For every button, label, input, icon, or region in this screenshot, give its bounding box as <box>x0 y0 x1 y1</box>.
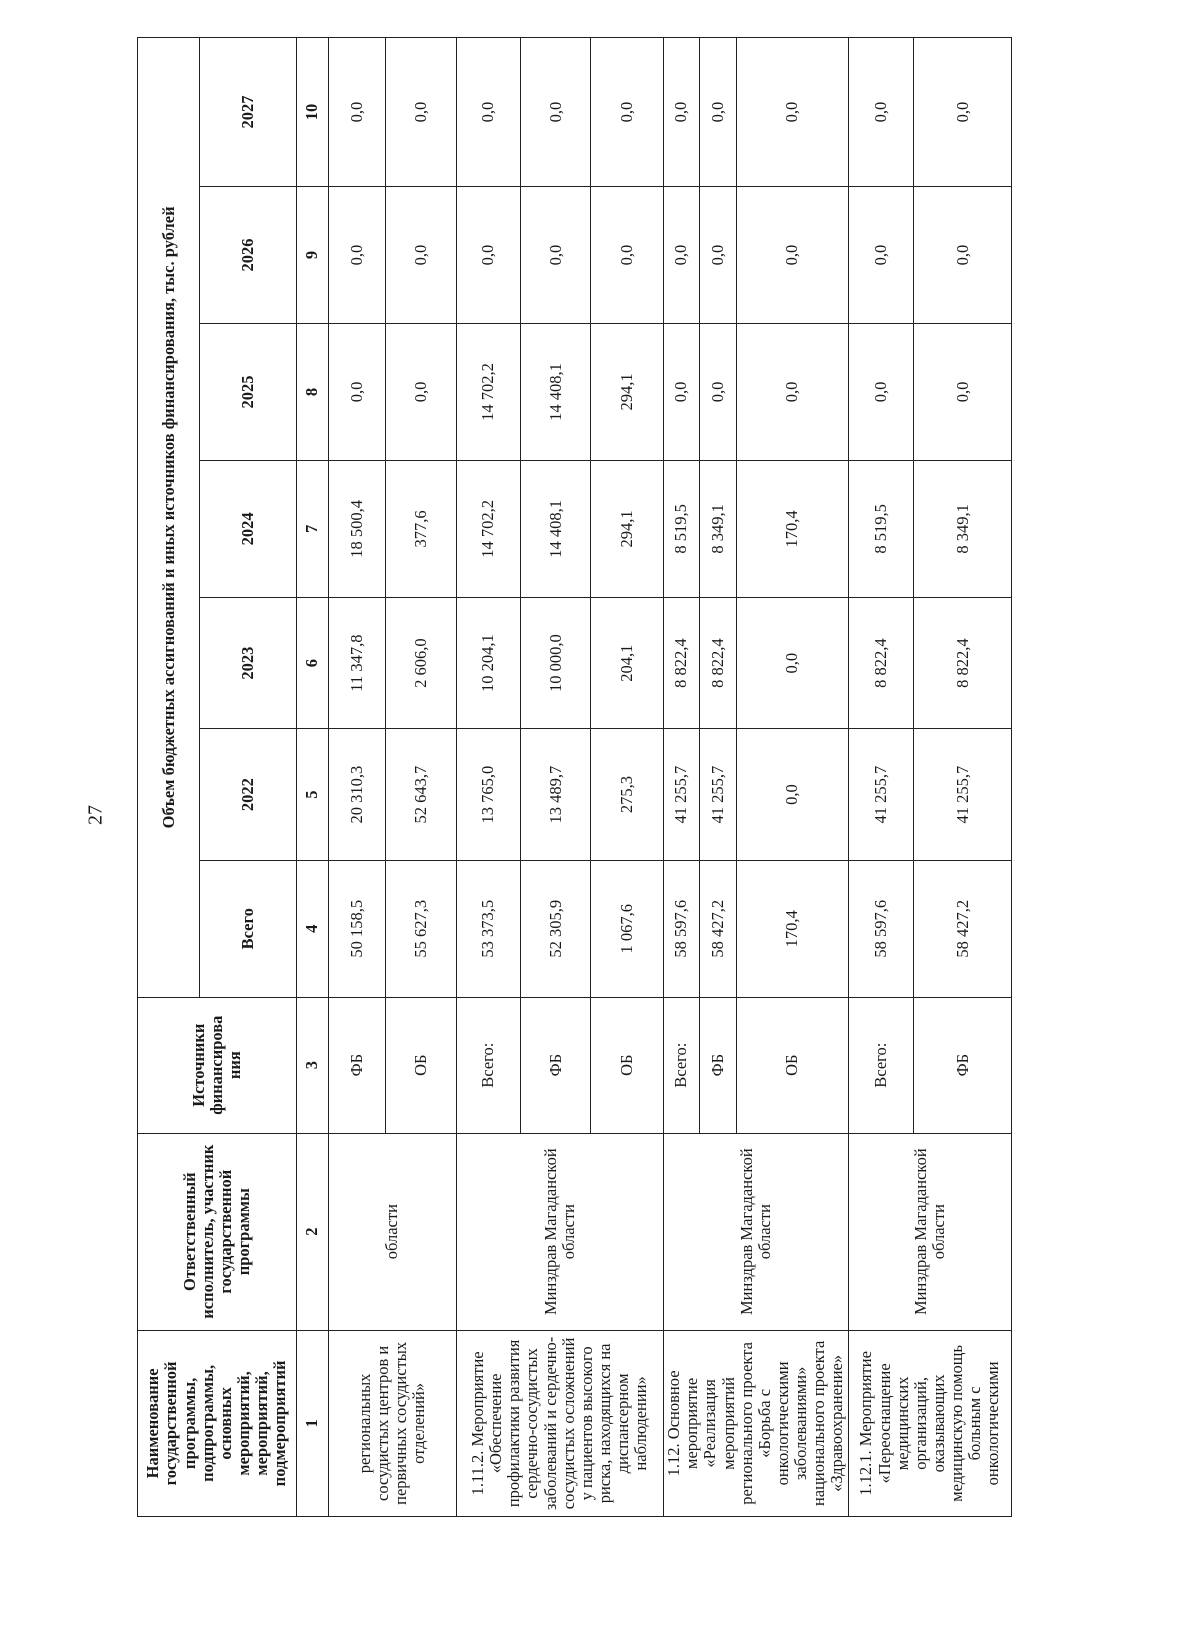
row-source-cell: ОБ <box>736 997 848 1133</box>
financing-table <box>137 37 1012 1517</box>
row-executor-cell: Минздрав Магаданской области <box>849 1133 1012 1330</box>
value-cell: 11 347,8 <box>328 597 385 728</box>
value-cell: 0,0 <box>328 38 385 187</box>
value-cell: 0,0 <box>736 38 848 187</box>
value-cell: 0,0 <box>849 38 914 187</box>
header-year: 2024 <box>200 460 297 597</box>
value-cell: 0,0 <box>736 324 848 461</box>
row-name-cell: 1.12. Основное мероприятие «Реализация мероприятий регионального проекта «Борьба с онкологическими заболеваниями» национального проекта «Здравоохранение» <box>663 1330 848 1516</box>
header-row-1 <box>138 38 200 1517</box>
value-cell: 58 427,2 <box>700 860 737 997</box>
column-number: 10 <box>296 38 328 187</box>
value-cell: 52 643,7 <box>386 729 456 860</box>
value-cell: 14 702,2 <box>456 324 520 461</box>
row-source-cell: ФБ <box>914 997 1012 1133</box>
value-cell: 8 519,5 <box>663 460 700 597</box>
column-number: 9 <box>296 187 328 324</box>
value-cell: 8 822,4 <box>914 597 1012 728</box>
value-cell: 0,0 <box>520 187 590 324</box>
value-cell: 8 822,4 <box>663 597 700 728</box>
header-year: 2027 <box>200 38 297 187</box>
column-number: 3 <box>296 997 328 1133</box>
value-cell: 0,0 <box>700 324 737 461</box>
value-cell: 41 255,7 <box>914 729 1012 860</box>
header-year: 2023 <box>200 597 297 728</box>
row-source-cell: ФБ <box>700 997 737 1133</box>
value-cell: 294,1 <box>591 460 663 597</box>
value-cell: 0,0 <box>456 187 520 324</box>
column-number: 4 <box>296 860 328 997</box>
value-cell: 0,0 <box>736 187 848 324</box>
value-cell: 0,0 <box>663 38 700 187</box>
header-year: 2022 <box>200 729 297 860</box>
value-cell: 0,0 <box>663 324 700 461</box>
row-source-cell: ФБ <box>328 997 385 1133</box>
header-executor: Ответственный исполнитель, участник государственной программы <box>138 1133 297 1330</box>
column-number: 1 <box>296 1330 328 1516</box>
value-cell: 10 204,1 <box>456 597 520 728</box>
value-cell: 294,1 <box>591 324 663 461</box>
value-cell: 58 597,6 <box>663 860 700 997</box>
value-cell: 0,0 <box>736 597 848 728</box>
value-cell: 10 000,0 <box>520 597 590 728</box>
value-cell: 0,0 <box>914 187 1012 324</box>
value-cell: 0,0 <box>914 324 1012 461</box>
value-cell: 13 765,0 <box>456 729 520 860</box>
value-cell: 0,0 <box>700 187 737 324</box>
value-cell: 377,6 <box>386 460 456 597</box>
value-cell: 275,3 <box>591 729 663 860</box>
value-cell: 0,0 <box>456 38 520 187</box>
row-source-cell: ФБ <box>520 997 590 1133</box>
value-cell: 0,0 <box>591 187 663 324</box>
value-cell: 0,0 <box>386 187 456 324</box>
value-cell: 13 489,7 <box>520 729 590 860</box>
value-cell: 204,1 <box>591 597 663 728</box>
row-source-cell: ОБ <box>386 997 456 1133</box>
header-year: 2026 <box>200 187 297 324</box>
value-cell: 58 427,2 <box>914 860 1012 997</box>
row-name-cell: 1.11.2. Мероприятие «Обеспечение профилактики развития сердечно-сосудистых заболеваний и сердечно-сосудистых осложнений у пациентов высокого риска, находящихся на диспансерном наблюдении» <box>456 1330 663 1516</box>
row-source-cell: Всего: <box>456 997 520 1133</box>
row-source-cell: Всего: <box>663 997 700 1133</box>
table-row <box>456 38 520 1517</box>
value-cell: 8 822,4 <box>849 597 914 728</box>
value-cell: 8 349,1 <box>914 460 1012 597</box>
header-total: Всего <box>200 860 297 997</box>
value-cell: 2 606,0 <box>386 597 456 728</box>
table-row <box>849 38 914 1517</box>
row-executor-cell: Минздрав Магаданской области <box>456 1133 663 1330</box>
table-wrapper <box>137 37 1012 1517</box>
value-cell: 41 255,7 <box>663 729 700 860</box>
page-number: 27 <box>84 805 107 825</box>
row-executor-cell: области <box>328 1133 456 1330</box>
value-cell: 14 408,1 <box>520 324 590 461</box>
value-cell: 170,4 <box>736 460 848 597</box>
row-source-cell: Всего: <box>849 997 914 1133</box>
value-cell: 1 067,6 <box>591 860 663 997</box>
table-row <box>663 38 700 1517</box>
value-cell: 50 158,5 <box>328 860 385 997</box>
header-name: Наименование государственной программы, подпрограммы, основных мероприятий, мероприятий, подмероприятий <box>138 1330 297 1516</box>
row-source-cell: ОБ <box>591 997 663 1133</box>
row-name-cell: региональных сосудистых центров и первичных сосудистых отделений» <box>328 1330 456 1516</box>
value-cell: 0,0 <box>591 38 663 187</box>
value-cell: 170,4 <box>736 860 848 997</box>
value-cell: 0,0 <box>386 324 456 461</box>
column-number-row <box>296 38 328 1517</box>
value-cell: 8 349,1 <box>700 460 737 597</box>
value-cell: 41 255,7 <box>849 729 914 860</box>
header-source: Источники финансирова ния <box>138 997 297 1133</box>
value-cell: 0,0 <box>849 324 914 461</box>
value-cell: 14 702,2 <box>456 460 520 597</box>
value-cell: 18 500,4 <box>328 460 385 597</box>
value-cell: 53 373,5 <box>456 860 520 997</box>
column-number: 8 <box>296 324 328 461</box>
value-cell: 41 255,7 <box>700 729 737 860</box>
table-row <box>328 38 385 1517</box>
column-number: 6 <box>296 597 328 728</box>
value-cell: 58 597,6 <box>849 860 914 997</box>
row-name-cell: 1.12.1. Мероприятие «Переоснащение медицинских организаций, оказывающих медицинскую помощь больным с онкологическими <box>849 1330 1012 1516</box>
header-year: 2025 <box>200 324 297 461</box>
header-funding-group: Объем бюджетных ассигнований и иных источников финансирования, тыс. рублей <box>138 38 200 998</box>
value-cell: 14 408,1 <box>520 460 590 597</box>
value-cell: 0,0 <box>520 38 590 187</box>
value-cell: 0,0 <box>914 38 1012 187</box>
value-cell: 8 822,4 <box>700 597 737 728</box>
value-cell: 0,0 <box>328 187 385 324</box>
value-cell: 0,0 <box>328 324 385 461</box>
value-cell: 0,0 <box>736 729 848 860</box>
value-cell: 20 310,3 <box>328 729 385 860</box>
column-number: 2 <box>296 1133 328 1330</box>
column-number: 7 <box>296 460 328 597</box>
value-cell: 0,0 <box>700 38 737 187</box>
value-cell: 52 305,9 <box>520 860 590 997</box>
value-cell: 55 627,3 <box>386 860 456 997</box>
row-executor-cell: Минздрав Магаданской области <box>663 1133 848 1330</box>
value-cell: 0,0 <box>386 38 456 187</box>
value-cell: 0,0 <box>663 187 700 324</box>
value-cell: 8 519,5 <box>849 460 914 597</box>
column-number: 5 <box>296 729 328 860</box>
value-cell: 0,0 <box>849 187 914 324</box>
